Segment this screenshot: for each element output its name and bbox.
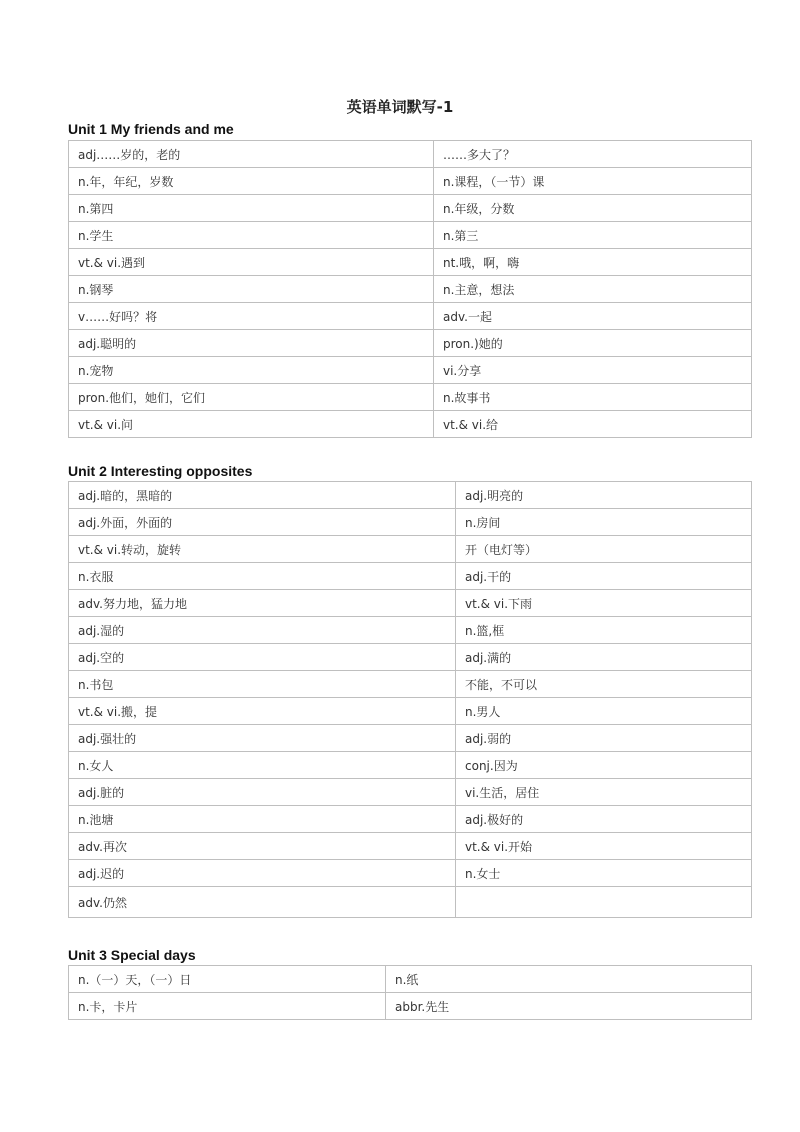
- vocab-cell: vt.& vi.下雨: [456, 590, 752, 617]
- vocab-cell: n.年级，分数: [434, 195, 752, 222]
- table-row: [69, 222, 752, 249]
- unit-1-heading: Unit 1 My friends and me: [68, 121, 234, 137]
- vocab-cell: ……多大了？: [434, 141, 752, 168]
- vocab-cell: adv.努力地，猛力地: [69, 590, 456, 617]
- vocab-cell: adj.湿的: [69, 617, 456, 644]
- table-row: [69, 671, 752, 698]
- vocab-cell: adj.弱的: [456, 725, 752, 752]
- unit-3-heading: Unit 3 Special days: [68, 947, 196, 963]
- table-row: [69, 779, 752, 806]
- page-title: 英语单词默写-1: [346, 98, 454, 116]
- vocab-cell: adv.仍然: [69, 887, 456, 918]
- unit-2-heading: Unit 2 Interesting opposites: [68, 463, 253, 479]
- vocab-cell: adj.空的: [69, 644, 456, 671]
- vocab-cell: vt.& vi.遇到: [69, 249, 434, 276]
- vocab-cell: n.池塘: [69, 806, 456, 833]
- vocab-cell: 开（电灯等）: [456, 536, 752, 563]
- vocab-cell: n.故事书: [434, 384, 752, 411]
- table-row: [69, 993, 752, 1020]
- vocab-cell: n.卡，卡片: [69, 993, 386, 1020]
- vocab-cell: n.钢琴: [69, 276, 434, 303]
- table-row: [69, 590, 752, 617]
- vocab-cell: adj.满的: [456, 644, 752, 671]
- vocab-cell: n.学生: [69, 222, 434, 249]
- table-row: [69, 411, 752, 438]
- vocab-cell: vt.& vi.问: [69, 411, 434, 438]
- table-row: [69, 303, 752, 330]
- vocab-cell: n.第三: [434, 222, 752, 249]
- table-row: [69, 698, 752, 725]
- vocab-cell: adj.暗的，黑暗的: [69, 482, 456, 509]
- vocab-cell: n.年，年纪，岁数: [69, 168, 434, 195]
- vocab-cell: pron.)她的: [434, 330, 752, 357]
- table-row: [69, 752, 752, 779]
- table-row: [69, 384, 752, 411]
- table-row: [69, 887, 752, 918]
- vocab-cell: abbr.先生: [386, 993, 752, 1020]
- vocab-cell: n.女士: [456, 860, 752, 887]
- vocab-cell: v……好吗？将: [69, 303, 434, 330]
- vocab-cell: n.宠物: [69, 357, 434, 384]
- vocab-cell: nt.哦，啊，嗨: [434, 249, 752, 276]
- table-row: [69, 141, 752, 168]
- table-row: [69, 833, 752, 860]
- vocab-cell: adj.脏的: [69, 779, 456, 806]
- vocab-cell: adv.一起: [434, 303, 752, 330]
- table-row: [69, 482, 752, 509]
- table-row: [69, 276, 752, 303]
- table-row: [69, 195, 752, 222]
- vocab-cell: [456, 887, 752, 918]
- vocab-cell: n.房间: [456, 509, 752, 536]
- vocab-cell: vt.& vi.转动，旋转: [69, 536, 456, 563]
- vocab-cell: 不能，不可以: [456, 671, 752, 698]
- table-row: [69, 725, 752, 752]
- vocab-cell: adv.再次: [69, 833, 456, 860]
- vocab-cell: adj.极好的: [456, 806, 752, 833]
- vocab-cell: adj.迟的: [69, 860, 456, 887]
- vocab-cell: adj……岁的，老的: [69, 141, 434, 168]
- vocab-cell: vi.生活，居住: [456, 779, 752, 806]
- vocab-cell: conj.因为: [456, 752, 752, 779]
- vocab-cell: vt.& vi.给: [434, 411, 752, 438]
- table-row: [69, 806, 752, 833]
- table-row: [69, 644, 752, 671]
- table-row: [69, 357, 752, 384]
- table-row: [69, 330, 752, 357]
- table-row: [69, 563, 752, 590]
- table-row: [69, 617, 752, 644]
- unit-1-vocab-table: [68, 140, 752, 438]
- vocab-cell: n.衣服: [69, 563, 456, 590]
- vocab-cell: n.纸: [386, 966, 752, 993]
- table-row: [69, 536, 752, 563]
- vocab-cell: adj.干的: [456, 563, 752, 590]
- vocab-cell: vt.& vi.开始: [456, 833, 752, 860]
- vocab-cell: n.男人: [456, 698, 752, 725]
- unit-2-vocab-table: [68, 481, 752, 918]
- vocab-cell: vi.分享: [434, 357, 752, 384]
- vocab-cell: pron.他们，她们，它们: [69, 384, 434, 411]
- vocab-cell: vt.& vi.搬，提: [69, 698, 456, 725]
- vocab-cell: n.（一）天，（一）日: [69, 966, 386, 993]
- vocab-cell: adj.强壮的: [69, 725, 456, 752]
- vocab-cell: n.书包: [69, 671, 456, 698]
- vocab-cell: adj.外面，外面的: [69, 509, 456, 536]
- vocab-cell: adj.明亮的: [456, 482, 752, 509]
- unit-3-vocab-table: [68, 965, 752, 1020]
- vocab-cell: n.篮,框: [456, 617, 752, 644]
- table-row: [69, 966, 752, 993]
- table-row: [69, 860, 752, 887]
- vocab-cell: n.主意，想法: [434, 276, 752, 303]
- table-row: [69, 168, 752, 195]
- vocab-cell: n.课程，（一节）课: [434, 168, 752, 195]
- table-row: [69, 249, 752, 276]
- vocab-cell: n.女人: [69, 752, 456, 779]
- vocab-cell: n.第四: [69, 195, 434, 222]
- table-row: [69, 509, 752, 536]
- vocab-cell: adj.聪明的: [69, 330, 434, 357]
